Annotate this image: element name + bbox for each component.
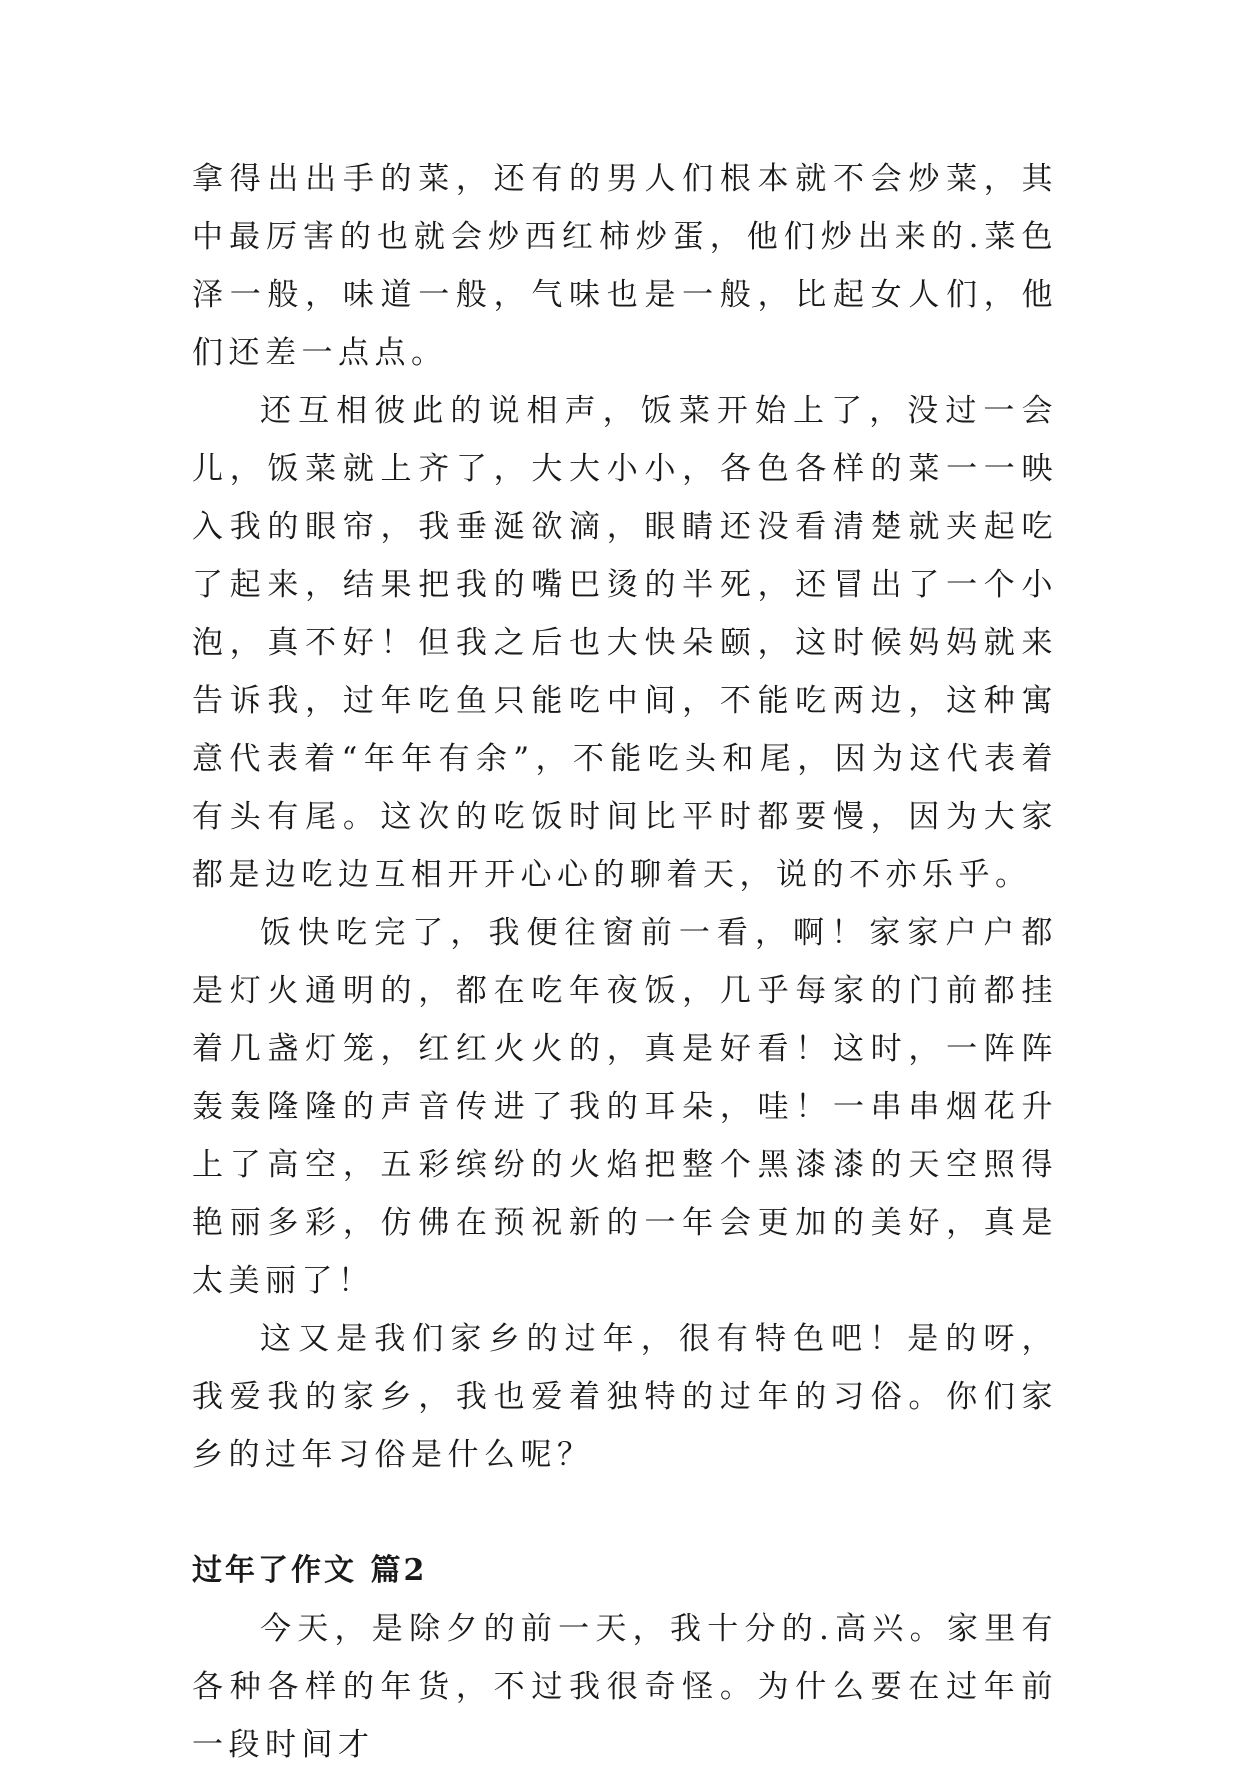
paragraph-1: 拿得出出手的菜，还有的男人们根本就不会炒菜，其中最厉害的也就会炒西红柿炒蛋，他们炒出来的.菜色泽一般，味道一般，气味也是一般，比起女人们，他们还差一点点。 — [192, 161, 1058, 371]
paragraph-4: 这又是我们家乡的过年，很有特色吧！是的呀，我爱我的家乡，我也爱着独特的过年的习俗。你们家乡的过年习俗是什么呢？ — [192, 1321, 1058, 1473]
document-page — [192, 150, 1058, 1774]
paragraph-3: 饭快吃完了，我便往窗前一看，啊！家家户户都是灯火通明的，都在吃年夜饭，几乎每家的门前都挂着几盏灯笼，红红火火的，真是好看！这时，一阵阵轰轰隆隆的声音传进了我的耳朵，哇！一串串烟花升上了高空，五彩缤纷的火焰把整个黑漆漆的天空照得艳丽多彩，仿佛在预祝新的一年会更加的美好，真是太美丽了！ — [192, 915, 1058, 1299]
section-title: 过年了作文 篇2 — [192, 1553, 428, 1588]
paragraph-5: 今天，是除夕的前一天，我十分的.高兴。家里有各种各样的年货，不过我很奇怪。为什么要在过年前一段时间才 — [192, 1611, 1058, 1763]
paragraph-2: 还互相彼此的说相声，饭菜开始上了，没过一会儿，饭菜就上齐了，大大小小，各色各样的菜一一映入我的眼帘，我垂涎欲滴，眼睛还没看清楚就夹起吃了起来，结果把我的嘴巴烫的半死，还冒出了一个小泡，真不好！但我之后也大快朵颐，这时候妈妈就来告诉我，过年吃鱼只能吃中间，不能吃两边，这种寓意代表着“年年有余”，不能吃头和尾，因为这代表着有头有尾。这次的吃饭时间比平时都要慢，因为大家都是边吃边互相开开心心的聊着天，说的不亦乐乎。 — [192, 393, 1058, 893]
